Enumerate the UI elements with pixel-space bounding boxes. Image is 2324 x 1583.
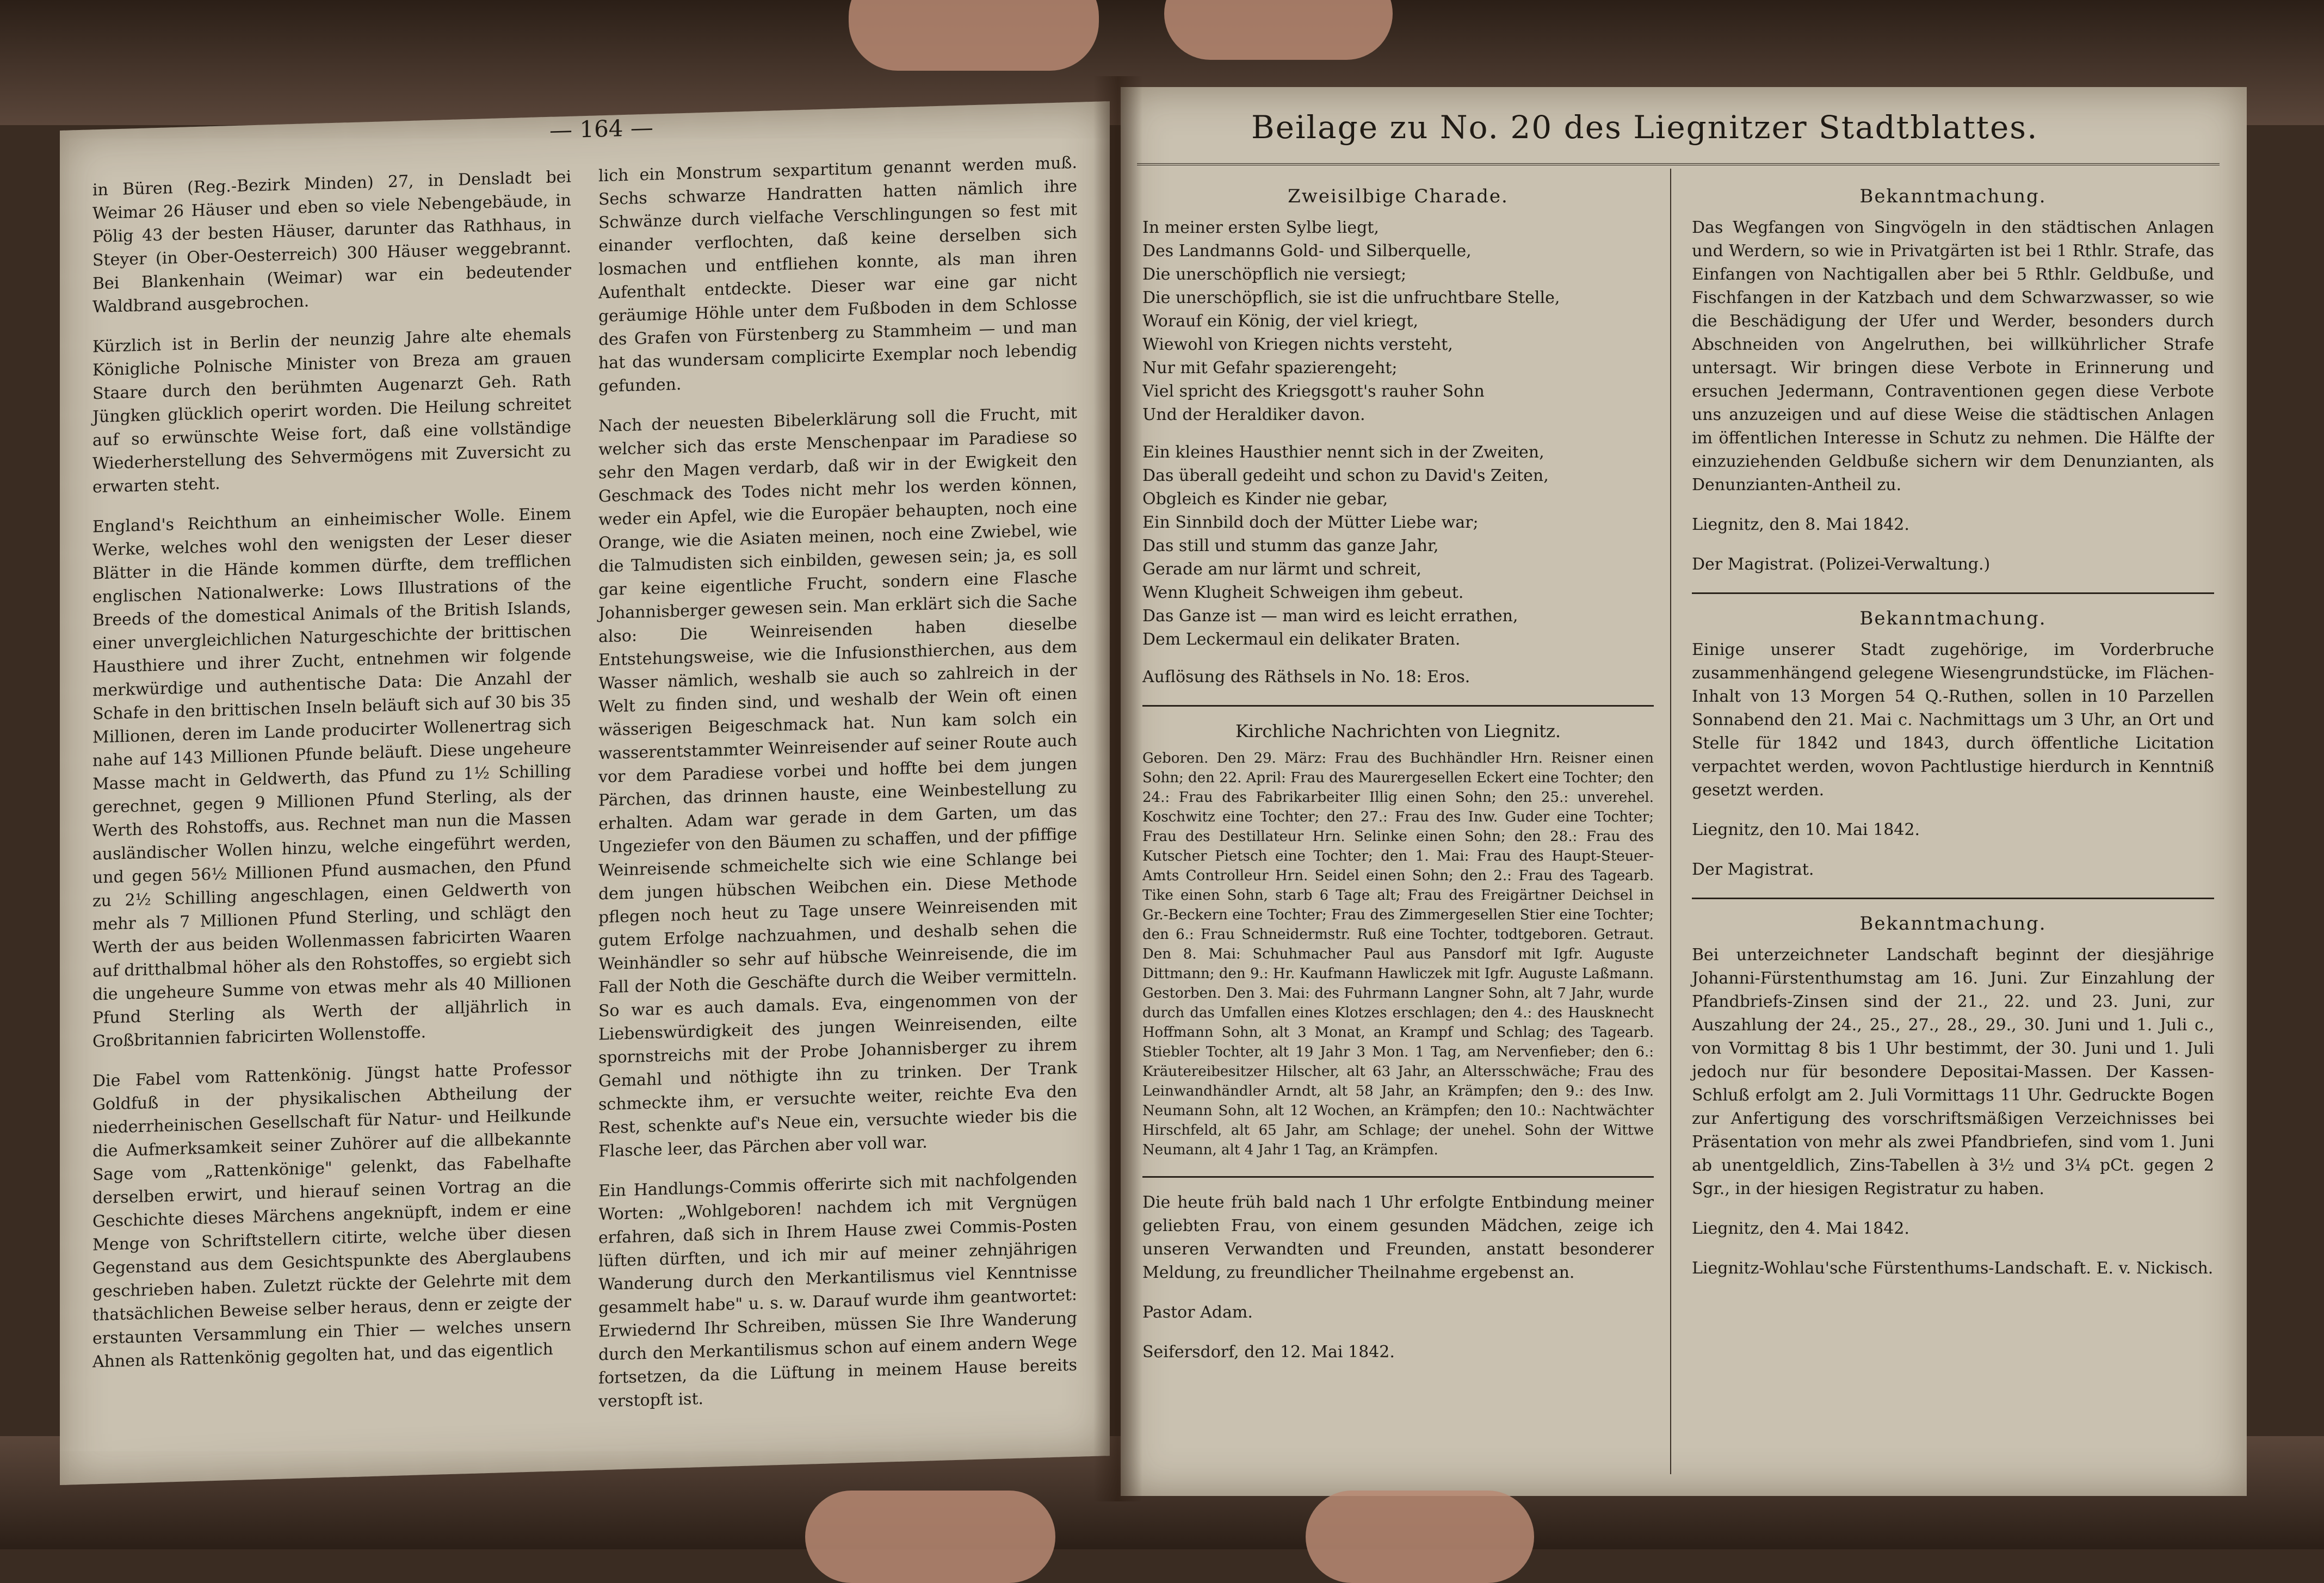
- notice-1-signature: Der Magistrat. (Polizei-Verwaltung.): [1692, 555, 1991, 574]
- thumb-bottom-right: [1306, 1491, 1534, 1583]
- notice-3-signature: Liegnitz-Wohlau'sche Fürstenthums-Landschaft. E. v. Nickisch.: [1692, 1259, 2214, 1278]
- column-divider: [1670, 169, 1671, 1474]
- supplement-title: Beilage zu No. 20 des Liegnitzer Stadtblattes.: [1251, 109, 2038, 146]
- poem-line: Die unerschöpflich, sie ist die unfruchtbare Stelle,: [1142, 288, 1560, 307]
- article-commis: Ein Handlungs-Commis offerirte sich mit nachfolgenden Worten: „Wohlgeboren! nachdem ich mit Vergnügen erfahren, daß sich in Ihrem Hause zwei Commis-Posten lüften dürften, und ich mir auf meiner zehnjährigen Wanderung durch den Merkantilismus viel Kenntnisse gesammelt habe" u. s. w. Darauf wurde ihm geantwortet: Erwiedernd Ihr Schreiben, müssen Sie Ihre Wanderung durch den Merkantilismus schon auf einem andern Wege fortsetzen, da die Lüftung in meinem Hause bereits verstopft ist.: [598, 1168, 1077, 1412]
- book-gutter: [1093, 76, 1142, 1501]
- notice-1-date: Liegnitz, den 8. Mai 1842.: [1692, 515, 1909, 534]
- left-column-2: [598, 151, 1077, 1430]
- poem-line: In meiner ersten Sylbe liegt,: [1142, 218, 1379, 237]
- poem-line: Wenn Klugheit Schweigen ihm gebeut.: [1142, 583, 1464, 602]
- poem-line: Ein kleines Hausthier nennt sich in der Zweiten,: [1142, 443, 1544, 462]
- charade-title: Zweisilbige Charade.: [1288, 185, 1509, 207]
- church-news-title: Kirchliche Nachrichten von Liegnitz.: [1235, 721, 1561, 741]
- birth-notice-signature: Pastor Adam.: [1142, 1303, 1253, 1322]
- section-rule: [1142, 1176, 1654, 1178]
- poem-line: Das überall gedeiht und schon zu David's Zeiten,: [1142, 466, 1549, 485]
- poem-line: Das still und stumm das ganze Jahr,: [1142, 536, 1439, 555]
- poem-line: Die unerschöpflich nie versiegt;: [1142, 265, 1407, 284]
- poem-line: Ein Sinnbild doch der Mütter Liebe war;: [1142, 513, 1479, 532]
- article-monstrum: lich ein Monstrum sexpartitum genannt werden muß. Sechs schwarze Handratten hatten nämlich ihre Schwänze durch vielfache Verschlingungen so fest mit einander verflochten, daß keine derselben sich losmachen und entfliehen konnte, als man ihren Aufenthalt entdeckte. Dieser war eine gar nicht geräumige Höhle unter dem Fußboden in dem Schlosse des Grafen von Fürstenberg zu Stammheim — und man hat das wundersam complicirte Exemplar noch lebendig gefunden.: [598, 153, 1077, 397]
- article-fires: in Büren (Reg.-Bezirk Minden) 27, in Densladt bei Weimar 26 Häuser und eben so viele Nebengebäude, in Pölig 43 der besten Häuser, darunter das Rathhaus, in Steyer (in Ober-Oesterreich) 300 Häuser weggebrannt. Bei Blankenhain (Weimar) war ein bedeutender Waldbrand ausgebrochen.: [92, 167, 571, 317]
- charade-stanza-2: [1142, 441, 1654, 651]
- section-rule: [1692, 898, 2214, 899]
- charade-stanza-1: [1142, 216, 1654, 426]
- poem-line: Dem Leckermaul ein delikater Braten.: [1142, 630, 1461, 649]
- right-page: [1121, 87, 2247, 1496]
- left-page: [60, 101, 1110, 1485]
- notice-3-text: Bei unterzeichneter Landschaft beginnt der diesjährige Johanni-Fürstenthumstag am 16. Juni. Zur Einzahlung der Pfandbriefs-Zinsen sind der 21., 22. und 23. Juni, zur Auszahlung der 24., 25., 27., 28., 29., 30. Juni und 1. Juli c., von Vormittag 8 bis 1 Uhr bestimmt, der 30. Juni und 1. Juli jedoch nur für besondere Depositai-Massen. Der Kassen-Schluß erfolgt am 2. Juli Vormittags 11 Uhr. Gedruckte Bogen zur Anfertigung des vorschriftsmäßigen Verzeichnisses bei Präsentation von mehr als zwei Pfandbriefen, sind vom 1. Juni ab unentgeldlich, Zins-Tabellen à 3½ und 3¼ pCt. gegen 2 Sgr., in der hiesigen Registratur zu haben.: [1692, 945, 2214, 1198]
- poem-line: Wiewohl von Kriegen nichts versteht,: [1142, 335, 1453, 354]
- poem-line: Viel spricht des Kriegsgott's rauher Sohn: [1142, 382, 1485, 401]
- poem-line: Und der Heraldiker davon.: [1142, 405, 1365, 424]
- article-wool: England's Reichthum an einheimischer Wolle. Einem Werke, welches wohl den wenigsten der Leser dieser Blätter in die Hände kommen dürfte, dem trefflichen englischen Nationalwerke: Lows Illustrations of the Breeds of the domestical Animals of the British Islands, einer unvergleichlichen Naturgeschichte der brittischen Hausthiere und ihrer Zucht, entnehmen wir folgende merkwürdige und authentische Data: Die Anzahl der Schafe in den brittischen Inseln beläuft sich auf 30 bis 35 Millionen, deren im Lande producirter Wollenertrag sich nahe auf 143 Millionen Pfunde beläuft. Diese ungeheure Masse macht in Geldwerth, das Pfund zu 1½ Schilling gerechnet, gegen 9 Millionen Pfund Sterling, als der Werth des Rohstoffs, aus. Rechnet man nun die Massen ausländischer Wollen hinzu, welche eingeführt werden, und gegen 56½ Millionen Pfund ausmachen, den Pfund zu 2½ Schilling angeschlagen, einen Geldwerth von mehr als 7 Millionen Pfund Sterling, und schlägt den Werth der aus beiden Wollenmassen fabricirten Waaren auf dritthalbmal höher als den Rohstoffes, so ergiebt sich die ungeheure Summe von etwas mehr als 40 Millionen Pfund Sterling als Werth der alljährlich in Großbritannien fabricirten Wollenstoffe.: [92, 504, 571, 1052]
- poem-line: Worauf ein König, der viel kriegt,: [1142, 312, 1419, 331]
- left-column-1: [92, 165, 571, 1390]
- notice-3-title: Bekanntmachung.: [1859, 913, 2047, 935]
- thumb-top-left: [849, 0, 1099, 71]
- poem-line: Gerade am nur lärmt und schreit,: [1142, 560, 1421, 579]
- thumb-bottom-left: [805, 1491, 1055, 1583]
- section-rule: [1692, 592, 2214, 594]
- notice-1-text: Das Wegfangen von Singvögeln in den städtischen Anlagen und Werdern, so wie in Privatgärten ist bei 1 Rthlr. Strafe, das Einfangen von Nachtigallen aber bei 5 Rthlr. Geldbuße, und Fischfangen in der Katzbach und dem Schwarzwasser, so wie die Beschädigung der Ufer und Werder, besonders durch Abschneiden von Angelruthen, bei willkührlicher Strafe untersagt. Wir bringen diese Verbote in Erinnerung und ersuchen Jedermann, Contraventionen gegen diese Verbote uns anzuzeigen und auf diese Weise die städtischen Anlagen im öffentlichen Interesse in Schutz zu nehmen. Die Hälfte der einzuziehenden Geldbuße sichern wir dem Denunzianten, als Denunzianten-Antheil zu.: [1692, 218, 2214, 494]
- birth-notice-place-date: Seifersdorf, den 12. Mai 1842.: [1142, 1343, 1395, 1362]
- right-column-2: [1692, 185, 2214, 1296]
- article-bible: Nach der neuesten Bibelerklärung soll die Frucht, mit welcher sich das erste Menschenpaar im Paradiese so sehr den Magen verdarb, daß wir in der Ewigkeit den Geschmack des Todes nicht mehr los werden können, weder ein Apfel, wie die Europäer behaupten, noch eine Orange, wie die Asiaten meinen, noch eine Zwiebel, wie die Talmudisten sich einbilden, gewesen sein; ja, es soll gar keine eigentliche Frucht, sondern eine Flasche Johannisberger gewesen sein. Man erklärt sich die Sache also: Die Weinreisenden haben dieselbe Entstehungsweise, wie die Infusionsthierchen, aus dem Wasser nämlich, weshalb sie auch so zahlreich in der Welt zu finden sind, und weshalb der Wein oft einen wässerigen Beigeschmack hat. Nun kam solch ein wasserentstammter Weinreisender auf seiner Route auch vor dem Paradiese vorbei und hoffte bei dem jungen Pärchen, das drinnen hauste, eine Weinbestellung zu erhalten. Adam war gerade in dem Garten, um das Ungeziefer von den Bäumen zu schaffen, und der pfiffige Weinreisende schmeichelte sich wie eine Schlange bei dem jungen hübschen Weibchen ein. Diese Methode pflegen noch heut zu Tage unsere Weinreisenden mit gutem Erfolge nachzuahmen, und deshalb sehen die Weinhändler so sehr auf hübsche Weinreisende, die im Fall der Noth die Geschäfte durch die Weiber vermitteln. So war es auch damals. Eva, eingenommen von der Liebenswürdigkeit des jungen Weinreisenden, eilte spornstreichs mit der Probe Johannisberger zu ihrem Gemahl und nöthigte ihn zu trinken. Der Trank schmeckte ihm, er versuchte weiter, reichte Eva den Rest, schenkte auf's Neue ein, versuchte wieder bis die Flasche leer, das Pärchen aber voll war.: [598, 403, 1077, 1161]
- church-news-text: Geboren. Den 29. März: Frau des Buchhändler Hrn. Reisner einen Sohn; den 22. April: Frau des Maurergesellen Eckert eine Tochter; den 24.: Frau des Fabrikarbeiter Illig einen Sohn; den 25.: unverehel. Koschwitz eine Tochter; den 27.: Frau des Inw. Guder eine Tochter; Frau des Destillateur Hrn. Selinke einen Sohn; den 28.: Frau des Kutscher Pietsch eine Tochter; den 1. Mai: Frau des Haupt-Steuer-Amts Controlleur Hrn. Seidel einen Sohn; den 2.: Frau des Tagearb. Tike einen Sohn, starb 6 Tage alt; Frau des Freigärtner Deichsel in Gr.-Beckern eine Tochter; Frau des Zimmergesellen Stier eine Tochter; den 6.: Frau Schneidermstr. Ruß eine Tochter, todtgeboren. Getraut. Den 8. Mai: Schuhmacher Paul aus Pansdorf mit Igfr. Auguste Dittmann; den 9.: Hr. Kaufmann Hawliczek mit Igfr. Auguste Laßmann. Gestorben. Den 3. Mai: des Fuhrmann Langner Sohn, alt 7 Jahr, wurde durch das Umfallen eines Klotzes erschlagen; den 4.: des Hausknecht Hoffmann Sohn, alt 3 Monat, an Krampf und Schlag; des Tagearb. Stiebler Tochter, alt 19 Jahr 3 Mon. 1 Tag, am Nervenfieber; den 6.: Kräutereibesitzer Hilscher, alt 63 Jahr, an Altersschwäche; Frau des Leinwandhändler Arndt, alt 58 Jahr, an Krämpfen; den 9.: des Inw. Neumann Sohn, alt 12 Wochen, an Krämpfen; den 10.: Nachtwächter Hirschfeld, alt 65 Jahr, am Schlage; der unehel. Sohn der Wittwe Neumann, alt 4 Jahr 1 Tag, an Krämpfen.: [1142, 750, 1654, 1158]
- notice-2-text: Einige unserer Stadt zugehörige, im Vorderbruche zusammenhängend gelegene Wiesengrundstücke, im Flächen-Inhalt von 13 Morgen 54 Q.-Ruthen, sollen in 10 Parzellen Sonnabend den 21. Mai c. Nachmittags um 3 Uhr, an Ort und Stelle für 1842 und 1843, durch öffentliche Licitation verpachtet werden, wovon Pachtlustige hierdurch in Kenntniß gesetzt werden.: [1692, 640, 2214, 800]
- poem-line: Nur mit Gefahr spazierengeht;: [1142, 358, 1398, 378]
- article-breza: Kürzlich ist in Berlin der neunzig Jahre alte ehemals Königliche Polnische Minister von Breza am grauen Staare durch den berühmten Augenarzt Geh. Rath Jüngken glücklich operirt worden. Die Heilung schreitet auf so erwünschte Weise fort, daß eine vollständige Wiederherstellung des Sehvermögens mit Zuversicht zu erwarten steht.: [92, 324, 571, 497]
- article-rattenkoenig: Die Fabel vom Rattenkönig. Jüngst hatte Professor Goldfuß in der physikalischen Abtheilung der niederrheinischen Gesellschaft für Natur- und Heilkunde die Aufmerksamkeit seiner Zuhörer auf die allbekannte Sage vom „Rattenkönige" gelenkt, das Fabelhafte derselben erwirt, und hierauf seinen Vortrag an die Geschichte dieses Märchens angeknüpft, indem er eine Menge von Schriftstellern citirte, welche über diesen Gegenstand aus dem Gesichtspunkte des Aberglaubens geschrieben haben. Zuletzt rückte der Gelehrte mit dem thatsächlichen Beweise selber heraus, denn er zeigte der erstaunten Versammlung ein Thier — welches unsern Ahnen als Rattenkönig gegolten hat, und das eigentlich: [92, 1058, 571, 1372]
- right-column-1: [1142, 185, 1654, 1380]
- notice-2-date: Liegnitz, den 10. Mai 1842.: [1692, 820, 1920, 839]
- charade-solution: Auflösung des Räthsels in No. 18: Eros.: [1142, 667, 1470, 687]
- poem-line: Obgleich es Kinder nie gebar,: [1142, 490, 1388, 509]
- page-number-value: 164: [579, 115, 623, 143]
- notice-3-date: Liegnitz, den 4. Mai 1842.: [1692, 1219, 1909, 1238]
- thumb-top-right: [1164, 0, 1393, 60]
- section-rule: [1142, 705, 1654, 707]
- notice-1-title: Bekanntmachung.: [1859, 185, 2047, 207]
- notice-2-title: Bekanntmachung.: [1859, 608, 2047, 629]
- poem-line: Des Landmanns Gold- und Silberquelle,: [1142, 242, 1472, 261]
- header-rule: [1137, 163, 2220, 165]
- notice-2-signature: Der Magistrat.: [1692, 860, 1814, 879]
- page-number: — 164 —: [549, 114, 653, 144]
- birth-notice-text: Die heute früh bald nach 1 Uhr erfolgte Entbindung meiner geliebten Frau, von einem gesunden Mädchen, zeige ich unseren Verwandten und Freunden, anstatt besonderer Meldung, zu freundlicher Theilnahme ergebenst an.: [1142, 1193, 1654, 1282]
- poem-line: Das Ganze ist — man wird es leicht errathen,: [1142, 607, 1518, 626]
